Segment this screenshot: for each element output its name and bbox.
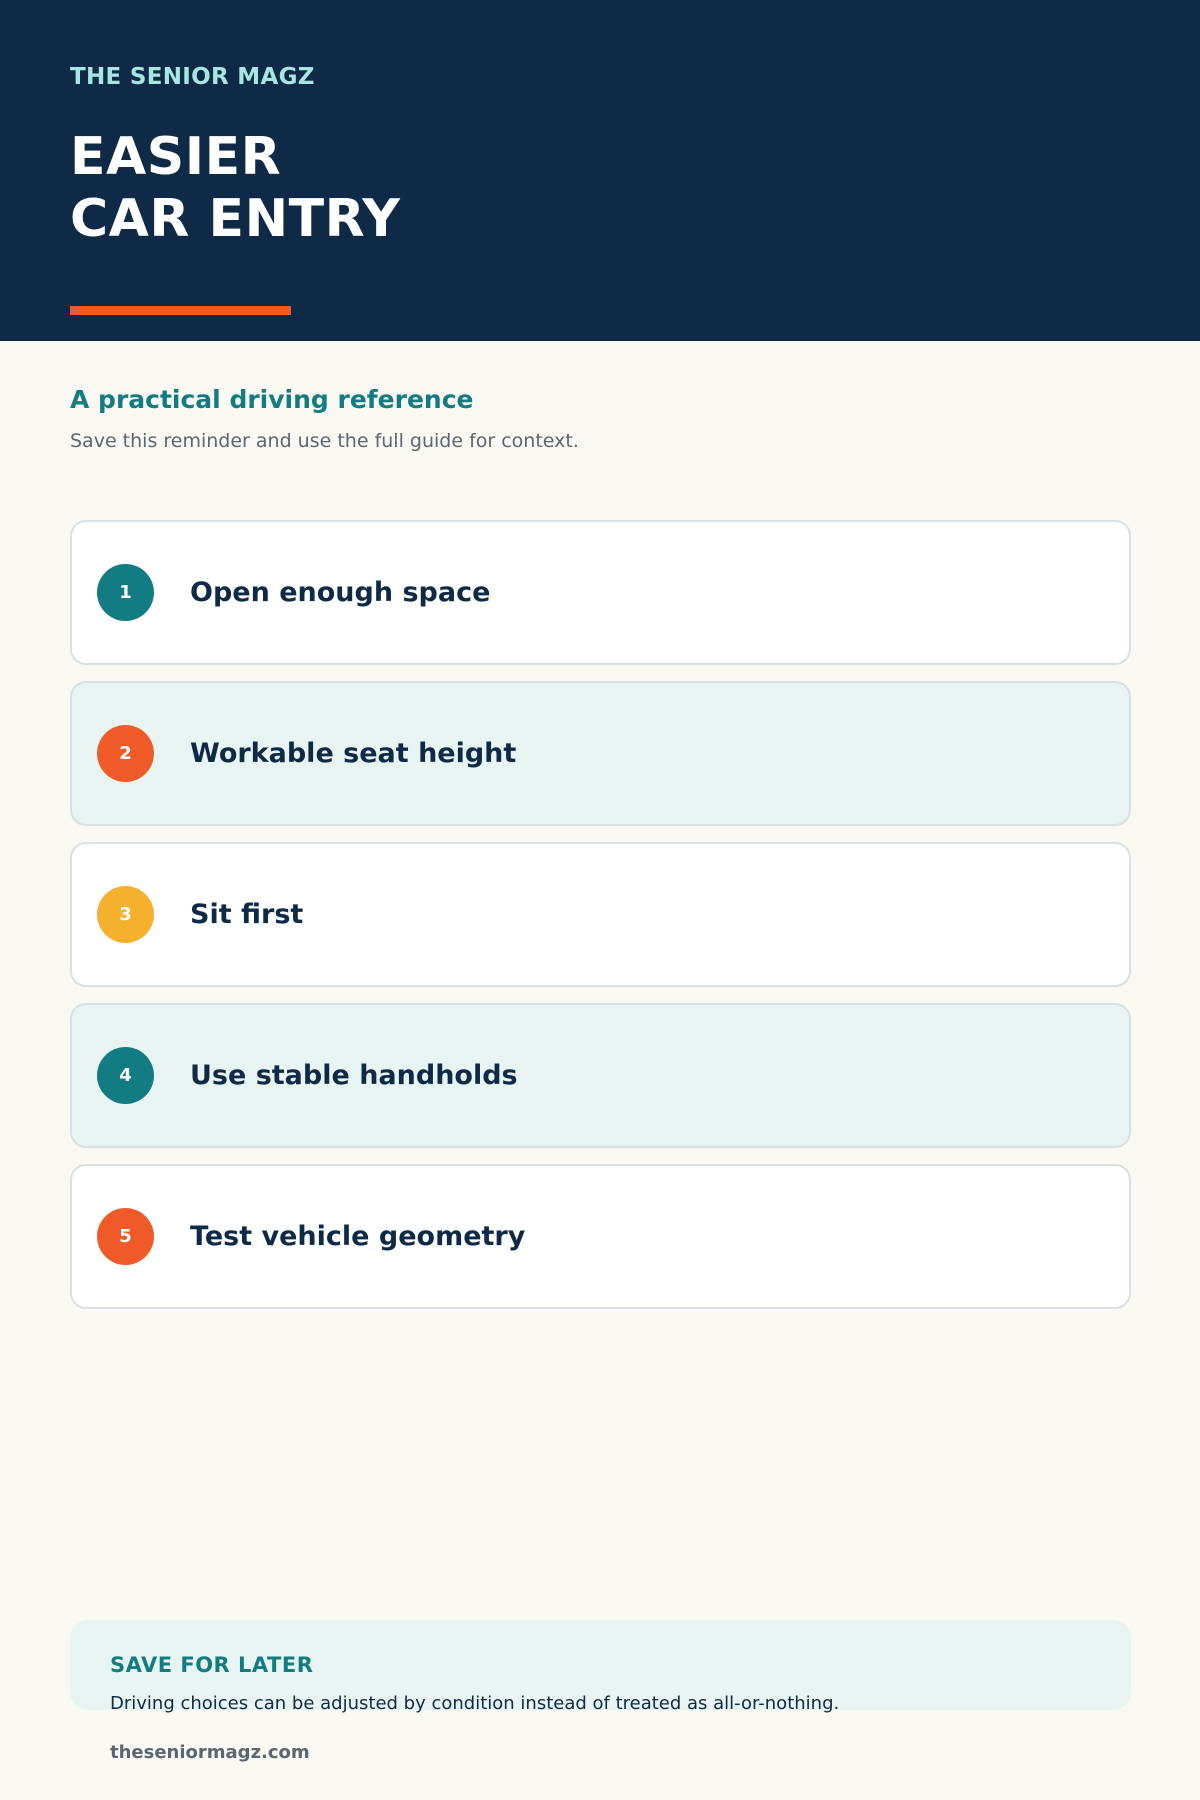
page-title-line-1: EASIER xyxy=(70,127,282,187)
section-subtitle: A practical driving reference xyxy=(70,385,474,414)
header-banner xyxy=(0,0,1200,341)
intro-text: Save this reminder and use the full guide for context. xyxy=(70,430,579,452)
step-number-badge: 1 xyxy=(97,564,154,621)
step-number-badge: 2 xyxy=(97,725,154,782)
step-card-3 xyxy=(70,842,1131,987)
step-card-2 xyxy=(70,681,1131,826)
save-for-later-text: Driving choices can be adjusted by condition instead of treated as all-or-nothing. xyxy=(110,1693,840,1714)
step-number-badge: 5 xyxy=(97,1208,154,1265)
step-card-5 xyxy=(70,1164,1131,1309)
page-title xyxy=(70,126,400,250)
page-title-line-2: CAR ENTRY xyxy=(70,189,401,249)
step-number-badge: 3 xyxy=(97,886,154,943)
accent-divider xyxy=(70,306,291,315)
step-card-1 xyxy=(70,520,1131,665)
step-label: Workable seat height xyxy=(190,738,517,769)
site-url: theseniormagz.com xyxy=(110,1742,310,1763)
brand-name: THE SENIOR MAGZ xyxy=(70,64,315,90)
save-for-later-title: SAVE FOR LATER xyxy=(110,1653,314,1677)
step-number-badge: 4 xyxy=(97,1047,154,1104)
step-label: Open enough space xyxy=(190,577,491,608)
step-label: Sit first xyxy=(190,899,304,930)
step-label: Test vehicle geometry xyxy=(190,1221,526,1252)
step-list xyxy=(70,520,1131,1325)
step-card-4 xyxy=(70,1003,1131,1148)
step-label: Use stable handholds xyxy=(190,1060,518,1091)
